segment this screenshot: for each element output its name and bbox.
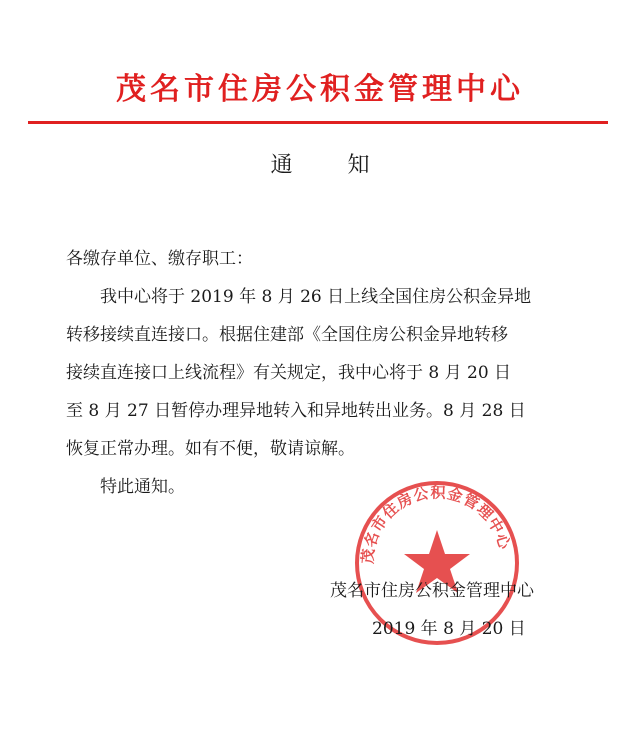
body-line: 转移接续直连接口。根据住建部《全国住房公积金异地转移 bbox=[66, 325, 508, 345]
letterhead-divider bbox=[28, 121, 608, 124]
body-line: 恢复正常办理。如有不便，敬请谅解。 bbox=[66, 439, 355, 459]
notice-title: 通 知 bbox=[270, 153, 394, 178]
seal-text: 茂名市住房公积金管理中心 bbox=[358, 483, 514, 565]
closing-line: 特此通知。 bbox=[100, 477, 185, 497]
organization-letterhead: 茂名市住房公积金管理中心 bbox=[116, 72, 524, 107]
signature-organization: 茂名市住房公积金管理中心 bbox=[330, 581, 534, 601]
body-line: 我中心将于 2019 年 8 月 26 日上线全国住房公积金异地 bbox=[100, 287, 532, 307]
salutation: 各缴存单位、缴存职工： bbox=[66, 249, 253, 269]
body-line: 接续直连接口上线流程》有关规定，我中心将于 8 月 20 日 bbox=[66, 363, 512, 383]
body-line: 至 8 月 27 日暂停办理异地转入和异地转出业务。8 月 28 日 bbox=[66, 401, 526, 421]
signature-date: 2019 年 8 月 20 日 bbox=[372, 619, 526, 639]
